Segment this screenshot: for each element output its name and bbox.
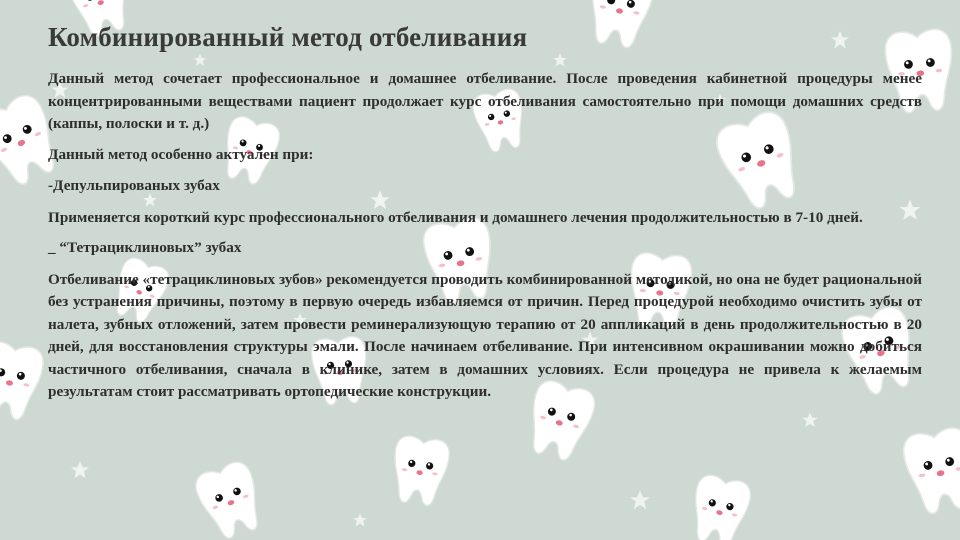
paragraph-tetracycline-details: Отбеливание «тетрациклиновых зубов» рекомендуется проводить комбинированной методикой, но она не будет рациональной без устранения причины, поэтому в первую очередь избавляемся от причин. Перед процедурой необходимо очистить зубы от налета, зубных отложений, затем провести реминерализующую терапию от 20 аппликаций в день продолжительностью в 20 дней, для восстановления структуры эмали. После начинаем отбеливание. При интенсивном окрашивании можно добиться частичного отбеливания, сначала в клинике, затем в домашних условиях. Если процедура не привела к желаемым результатам стоит рассматривать ортопедические конструкции. <box>48 270 922 400</box>
paragraph-depulped-teeth: -Депульпированых зубах <box>48 177 220 194</box>
slide-title: Комбинированный метод отбеливания <box>48 22 528 52</box>
paragraph-intro: Данный метод сочетает профессиональное и домашнее отбеливание. После проведения кабинетной процедуры менее концентрированными веществами пациент продолжает курс отбеливания самостоятельно при помощи домашних средств (каппы, полоски и т. д.) <box>48 70 922 132</box>
paragraph-short-course: Применяется короткий курс профессионального отбеливания и домашнего лечения продолжительностью в 7-10 дней. <box>48 208 863 226</box>
paragraph-indications-heading: Данный метод особенно актуален при: <box>48 145 314 163</box>
paragraph-tetracycline-teeth: _ “Тетрациклиновых” зубах <box>48 239 242 256</box>
slide-content <box>48 18 922 412</box>
